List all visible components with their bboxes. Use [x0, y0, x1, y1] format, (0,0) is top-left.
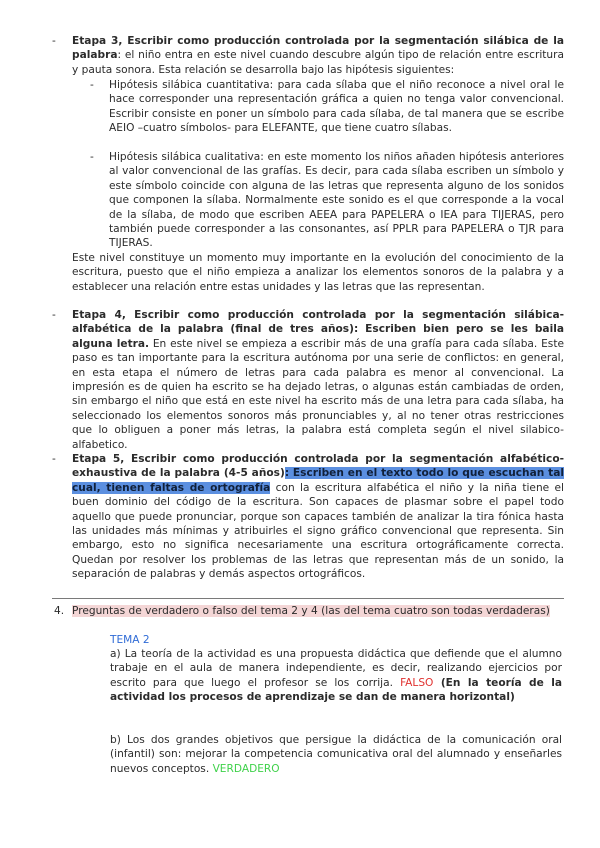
etapa5-paragraph: [72, 452, 564, 582]
question-a-text: a) La teoría de la actividad es una propuesta didáctica que defiende que el alumno trabaje en el aula de manera independiente, es decir, realizando ejercicios por escrito para que luego el profesor se los corrija.: [110, 648, 562, 689]
bullet-dash: -: [90, 151, 94, 163]
etapa3-paragraph: [72, 34, 564, 77]
etapa4-text: En este nivel se empieza a escribir más de una grafía para cada sílaba. Este paso es tan importante para la escritura autónoma por una serie de conflictos: en general, en esta etapa el número de letras para cada palabra es menor al convencional. La impresión es de quien ha escrito se ha dejado letras, o algunas están cambiadas de orden, sin embargo el niño que está en este nivel ha escrito más de una letra para cada sílaba, ha seleccionado los elementos sonoros más pronunciables y, al no tener otras restricciones que lo obliguen a poner más letras, la palabra está completa según el nivel silabico-alfabetico.: [72, 337, 564, 451]
etapa3-heading: Etapa 3, Escribir como producción controlada por la segmentación silábica de la palabra: [72, 35, 564, 62]
bullet-dash: -: [52, 309, 56, 321]
answer-verdadero: VERDADERO: [212, 762, 280, 775]
etapa5-heading: Etapa 5, Escribir como producción controlada por la segmentación alfabético-exhaustiva de la palabra (4-5 años): [72, 453, 564, 480]
tema-heading: TEMA 2: [110, 634, 150, 646]
etapa4-paragraph: [72, 308, 564, 452]
hipotesis-cualitativa: Hipótesis silábica cualitativa: en este momento los niños añaden hipótesis anteriores al valor convencional de las grafías. Es decir, para cada sílaba escriben un símbolo y este símbolo coincide con alguna de las letras que representa alguno de los sonidos que componen la sílaba. Normalmente este sonido es el que corresponde a la vocal de la sílaba, de modo que escriben AEEA para PAPELERA o IEA para TIJERAS, pero también puede corresponder a las consonantes, así PPLR para PAPELERA o TJR para TIJERAS.: [109, 151, 564, 250]
question-a-explanation: (En la teoría de la actividad los procesos de aprendizaje se dan de manera horizontal): [110, 676, 562, 704]
section-divider: [52, 598, 564, 599]
etapa3-text: : el niño entra en este nivel cuando descubre algún tipo de relación entre escritura y pauta sonora. Esta relación se desarrolla bajo las hipótesis siguientes:: [72, 49, 564, 76]
etapa5-highlight: : Escriben en el texto todo lo que escuchan tal cual, tienen faltas de ortografía: [72, 467, 564, 494]
section-title-text: Preguntas de verdadero o falso del tema 2 y 4 (las del tema cuatro son todas verdaderas): [72, 605, 550, 617]
question-b-text: b) Los dos grandes objetivos que persigue la didáctica de la comunicación oral (infantil) son: mejorar la competencia comunicativa oral del alumnado y enseñarles nuevos conceptos.: [110, 734, 562, 775]
etapa4-heading: Etapa 4, Escribir como producción controlada por la segmentación silábica-alfabética de la palabra (final de tres años): Escriben bien pero se les baila alguna letra.: [72, 309, 564, 350]
bullet-dash: -: [52, 35, 56, 47]
bullet-dash: -: [90, 79, 94, 91]
answer-falso: FALSO: [400, 676, 434, 689]
bullet-dash: -: [52, 453, 56, 465]
etapa3-closing: Este nivel constituye un momento muy importante en la evolución del conocimiento de la escritura, puesto que el niño empieza a analizar los elementos sonoros de la palabra y a establecer una relación entre estas unidades y las letras que las representan.: [72, 252, 564, 293]
question-a: [110, 647, 562, 705]
question-b: [110, 733, 562, 776]
section-title: [72, 604, 564, 618]
hipotesis-cuantitativa: Hipótesis silábica cuantitativa: para cada sílaba que el niño reconoce a nivel oral le hace corresponder una representación gráfica a quien no tenga valor convencional. Escribir consiste en poner un símbolo para cada sílaba, de tal manera que se escribe AEIO –cuatro símbolos- para ELEFANTE, que tiene cuatro sílabas.: [109, 79, 564, 135]
etapa5-text: con la escritura alfabética el niño y la niña tiene el buen dominio del código de la escritura. Son capaces de plasmar sobre el papel todo aquello que puede pronunciar, porque son capaces también de analizar la tira fónica hasta las unidades más mínimas y atribuirles el signo gráfico convencional que representa. Sin embargo, esto no significa necesariamente una escritura ortográficamente correcta. Quedan por resolver los problemas de las letras que representan más de un sonido, la separación de palabras y demás aspectos ortográficos.: [72, 481, 564, 581]
section-number: 4.: [54, 605, 65, 617]
